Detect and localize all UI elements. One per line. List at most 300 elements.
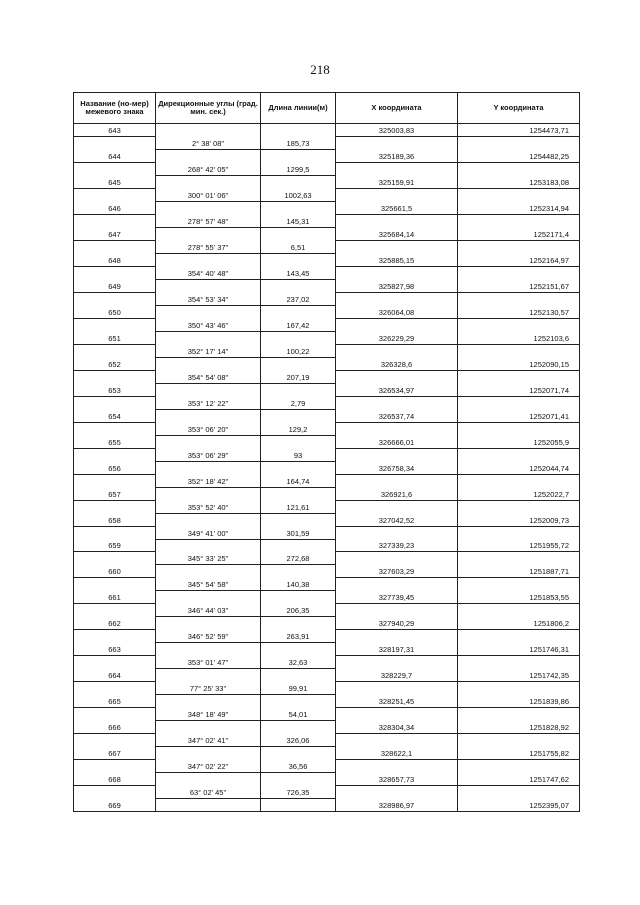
y-coordinate: 1252090,15 <box>458 357 580 370</box>
empty-cell <box>458 552 580 565</box>
direction-angle: 350° 43' 46" <box>156 319 261 332</box>
direction-angle: 345° 33' 25" <box>156 552 261 565</box>
y-coordinate: 1254482,25 <box>458 150 580 163</box>
empty-cell <box>74 215 156 228</box>
empty-cell <box>261 332 336 345</box>
empty-cell <box>458 215 580 228</box>
empty-cell <box>156 747 261 760</box>
empty-cell <box>458 785 580 798</box>
segment-row <box>74 759 580 772</box>
point-row <box>74 513 580 526</box>
segment-row <box>74 474 580 487</box>
point-name: 648 <box>74 254 156 267</box>
empty-cell <box>74 137 156 150</box>
empty-cell <box>458 370 580 383</box>
empty-cell <box>261 591 336 604</box>
empty-cell <box>336 604 458 617</box>
point-row <box>74 124 580 137</box>
empty-cell <box>74 708 156 721</box>
segment-row <box>74 708 580 721</box>
empty-cell <box>458 656 580 669</box>
point-name: 665 <box>74 695 156 708</box>
line-length: 54,01 <box>261 708 336 721</box>
empty-cell <box>74 241 156 254</box>
direction-angle: 348° 18' 49" <box>156 708 261 721</box>
point-name: 660 <box>74 565 156 578</box>
point-row <box>74 721 580 734</box>
point-row <box>74 202 580 215</box>
empty-cell <box>458 708 580 721</box>
x-coordinate: 325003,83 <box>336 124 458 137</box>
line-length: 301,59 <box>261 526 336 539</box>
point-name: 655 <box>74 435 156 448</box>
empty-cell <box>261 202 336 215</box>
empty-cell <box>458 578 580 591</box>
empty-cell <box>261 487 336 500</box>
x-coordinate: 326229,29 <box>336 332 458 345</box>
empty-cell <box>156 202 261 215</box>
y-coordinate: 1253183,08 <box>458 176 580 189</box>
x-coordinate: 326666,01 <box>336 435 458 448</box>
point-row <box>74 176 580 189</box>
empty-cell <box>74 656 156 669</box>
x-coordinate: 325189,36 <box>336 150 458 163</box>
y-coordinate: 1251839,86 <box>458 695 580 708</box>
segment-row <box>74 448 580 461</box>
empty-cell <box>156 591 261 604</box>
point-row <box>74 487 580 500</box>
header-length: Длина линии(м) <box>261 93 336 124</box>
line-length: 32,63 <box>261 656 336 669</box>
direction-angle: 278° 55' 37" <box>156 241 261 254</box>
empty-cell <box>156 357 261 370</box>
empty-cell <box>74 552 156 565</box>
empty-cell <box>336 734 458 747</box>
y-coordinate: 1252103,6 <box>458 332 580 345</box>
empty-cell <box>458 267 580 280</box>
segment-row <box>74 422 580 435</box>
empty-cell <box>156 669 261 682</box>
y-coordinate: 1252071,74 <box>458 383 580 396</box>
x-coordinate: 328251,45 <box>336 695 458 708</box>
point-name: 650 <box>74 306 156 319</box>
page-number: 218 <box>310 62 330 77</box>
empty-cell <box>261 357 336 370</box>
empty-cell <box>156 643 261 656</box>
point-name: 652 <box>74 357 156 370</box>
direction-angle: 352° 18' 42" <box>156 474 261 487</box>
x-coordinate: 326534,97 <box>336 383 458 396</box>
line-length: 100,22 <box>261 344 336 357</box>
direction-angle: 2° 38' 08" <box>156 137 261 150</box>
point-name: 643 <box>74 124 156 137</box>
empty-cell <box>458 189 580 202</box>
direction-angle: 354° 40' 48" <box>156 267 261 280</box>
line-length: 272,68 <box>261 552 336 565</box>
point-row <box>74 383 580 396</box>
segment-row <box>74 734 580 747</box>
y-coordinate: 1252395,07 <box>458 798 580 811</box>
empty-cell <box>261 695 336 708</box>
x-coordinate: 328986,97 <box>336 798 458 811</box>
empty-cell <box>156 513 261 526</box>
point-row <box>74 539 580 552</box>
empty-cell <box>458 137 580 150</box>
x-coordinate: 325827,98 <box>336 280 458 293</box>
y-coordinate: 1252044,74 <box>458 461 580 474</box>
point-name: 647 <box>74 228 156 241</box>
empty-cell <box>336 474 458 487</box>
segment-row <box>74 267 580 280</box>
y-coordinate: 1252071,41 <box>458 409 580 422</box>
empty-cell <box>261 772 336 785</box>
empty-cell <box>156 617 261 630</box>
empty-cell <box>336 370 458 383</box>
empty-cell <box>261 150 336 163</box>
empty-cell <box>336 656 458 669</box>
empty-cell <box>458 474 580 487</box>
empty-cell <box>261 565 336 578</box>
empty-cell <box>74 189 156 202</box>
direction-angle: 352° 17' 14" <box>156 344 261 357</box>
point-name: 645 <box>74 176 156 189</box>
point-row <box>74 332 580 345</box>
point-name: 644 <box>74 150 156 163</box>
empty-cell <box>156 228 261 241</box>
empty-cell <box>336 785 458 798</box>
empty-cell <box>74 293 156 306</box>
y-coordinate: 1251828,92 <box>458 721 580 734</box>
empty-cell <box>261 669 336 682</box>
segment-row <box>74 604 580 617</box>
direction-angle: 353° 52' 40" <box>156 500 261 513</box>
empty-cell <box>336 759 458 772</box>
empty-cell <box>336 526 458 539</box>
line-length: 2,79 <box>261 396 336 409</box>
x-coordinate: 327603,29 <box>336 565 458 578</box>
empty-cell <box>336 500 458 513</box>
empty-cell <box>156 539 261 552</box>
direction-angle: 77° 25' 33" <box>156 682 261 695</box>
empty-cell <box>156 721 261 734</box>
segment-row <box>74 578 580 591</box>
x-coordinate: 326537,74 <box>336 409 458 422</box>
x-coordinate: 327042,52 <box>336 513 458 526</box>
direction-angle: 63° 02' 45" <box>156 785 261 798</box>
x-coordinate: 327739,45 <box>336 591 458 604</box>
empty-cell <box>261 461 336 474</box>
empty-cell <box>336 293 458 306</box>
point-row <box>74 150 580 163</box>
empty-cell <box>74 630 156 643</box>
empty-cell <box>458 734 580 747</box>
direction-angle: 347° 02' 22" <box>156 759 261 772</box>
point-name: 657 <box>74 487 156 500</box>
empty-cell <box>458 293 580 306</box>
empty-cell <box>336 319 458 332</box>
direction-angle: 353° 12' 22" <box>156 396 261 409</box>
point-row <box>74 669 580 682</box>
y-coordinate: 1251955,72 <box>458 539 580 552</box>
empty-cell <box>156 383 261 396</box>
empty-cell <box>336 448 458 461</box>
direction-angle: 345° 54' 58" <box>156 578 261 591</box>
segment-row <box>74 656 580 669</box>
x-coordinate: 326328,6 <box>336 357 458 370</box>
point-name: 659 <box>74 539 156 552</box>
point-row <box>74 306 580 319</box>
empty-cell <box>156 176 261 189</box>
segment-row <box>74 630 580 643</box>
empty-cell <box>261 798 336 811</box>
line-length: 36,56 <box>261 759 336 772</box>
line-length: 164,74 <box>261 474 336 487</box>
empty-cell <box>336 189 458 202</box>
y-coordinate: 1251747,62 <box>458 772 580 785</box>
line-length: 93 <box>261 448 336 461</box>
empty-cell <box>156 435 261 448</box>
empty-cell <box>458 422 580 435</box>
empty-cell <box>156 332 261 345</box>
point-row <box>74 280 580 293</box>
empty-cell <box>74 370 156 383</box>
empty-cell <box>74 785 156 798</box>
line-length: 237,02 <box>261 293 336 306</box>
boundary-coordinates-table <box>73 92 580 812</box>
segment-row <box>74 396 580 409</box>
empty-cell <box>74 422 156 435</box>
segment-row <box>74 682 580 695</box>
empty-cell <box>74 163 156 176</box>
y-coordinate: 1252009,73 <box>458 513 580 526</box>
line-length: 145,31 <box>261 215 336 228</box>
point-name: 669 <box>74 798 156 811</box>
empty-cell <box>74 396 156 409</box>
empty-cell <box>261 721 336 734</box>
empty-cell <box>458 319 580 332</box>
point-name: 649 <box>74 280 156 293</box>
empty-cell <box>156 798 261 811</box>
empty-cell <box>336 344 458 357</box>
empty-cell <box>156 461 261 474</box>
empty-cell <box>74 448 156 461</box>
x-coordinate: 326758,34 <box>336 461 458 474</box>
empty-cell <box>74 500 156 513</box>
table-body <box>74 124 580 812</box>
x-coordinate: 325885,15 <box>336 254 458 267</box>
direction-angle: 346° 44' 03" <box>156 604 261 617</box>
header-y: Y координата <box>458 93 580 124</box>
empty-cell <box>336 708 458 721</box>
empty-cell <box>156 150 261 163</box>
x-coordinate: 328304,34 <box>336 721 458 734</box>
segment-row <box>74 370 580 383</box>
header-angle: Дирекционные углы (град. мин. сек.) <box>156 93 261 124</box>
empty-cell <box>458 500 580 513</box>
point-row <box>74 409 580 422</box>
line-length: 726,35 <box>261 785 336 798</box>
point-name: 666 <box>74 721 156 734</box>
point-name: 653 <box>74 383 156 396</box>
y-coordinate: 1252130,57 <box>458 306 580 319</box>
empty-cell <box>336 241 458 254</box>
y-coordinate: 1251742,35 <box>458 669 580 682</box>
y-coordinate: 1252022,7 <box>458 487 580 500</box>
empty-cell <box>156 124 261 137</box>
segment-row <box>74 163 580 176</box>
point-row <box>74 798 580 811</box>
x-coordinate: 326064,08 <box>336 306 458 319</box>
empty-cell <box>156 254 261 267</box>
empty-cell <box>261 124 336 137</box>
empty-cell <box>458 241 580 254</box>
empty-cell <box>74 578 156 591</box>
x-coordinate: 327339,23 <box>336 539 458 552</box>
empty-cell <box>336 267 458 280</box>
point-name: 664 <box>74 669 156 682</box>
header-x: X координата <box>336 93 458 124</box>
empty-cell <box>336 552 458 565</box>
empty-cell <box>74 526 156 539</box>
y-coordinate: 1251746,31 <box>458 643 580 656</box>
segment-row <box>74 500 580 513</box>
empty-cell <box>261 176 336 189</box>
direction-angle: 347° 02' 41" <box>156 734 261 747</box>
empty-cell <box>74 682 156 695</box>
y-coordinate: 1254473,71 <box>458 124 580 137</box>
empty-cell <box>74 344 156 357</box>
empty-cell <box>74 319 156 332</box>
empty-cell <box>261 228 336 241</box>
empty-cell <box>336 137 458 150</box>
line-length: 129,2 <box>261 422 336 435</box>
empty-cell <box>336 396 458 409</box>
empty-cell <box>261 306 336 319</box>
x-coordinate: 328197,31 <box>336 643 458 656</box>
y-coordinate: 1252055,9 <box>458 435 580 448</box>
line-length: 206,35 <box>261 604 336 617</box>
point-name: 656 <box>74 461 156 474</box>
empty-cell <box>261 254 336 267</box>
empty-cell <box>261 643 336 656</box>
segment-row <box>74 215 580 228</box>
segment-row <box>74 785 580 798</box>
line-length: 1299,5 <box>261 163 336 176</box>
point-row <box>74 772 580 785</box>
empty-cell <box>74 734 156 747</box>
line-length: 140,38 <box>261 578 336 591</box>
line-length: 326,06 <box>261 734 336 747</box>
line-length: 121,61 <box>261 500 336 513</box>
x-coordinate: 328622,1 <box>336 747 458 760</box>
empty-cell <box>261 409 336 422</box>
empty-cell <box>74 474 156 487</box>
line-length: 167,42 <box>261 319 336 332</box>
table-header-row <box>74 93 580 124</box>
empty-cell <box>156 409 261 422</box>
point-name: 658 <box>74 513 156 526</box>
segment-row <box>74 552 580 565</box>
point-row <box>74 747 580 760</box>
line-length: 99,91 <box>261 682 336 695</box>
direction-angle: 300° 01' 06" <box>156 189 261 202</box>
empty-cell <box>336 215 458 228</box>
empty-cell <box>458 163 580 176</box>
line-length: 6,51 <box>261 241 336 254</box>
line-length: 143,45 <box>261 267 336 280</box>
line-length: 207,19 <box>261 370 336 383</box>
direction-angle: 346° 52' 59" <box>156 630 261 643</box>
point-row <box>74 695 580 708</box>
point-row <box>74 617 580 630</box>
point-name: 654 <box>74 409 156 422</box>
empty-cell <box>336 163 458 176</box>
empty-cell <box>336 578 458 591</box>
empty-cell <box>261 539 336 552</box>
empty-cell <box>458 630 580 643</box>
point-row <box>74 435 580 448</box>
y-coordinate: 1252171,4 <box>458 228 580 241</box>
segment-row <box>74 137 580 150</box>
point-name: 651 <box>74 332 156 345</box>
y-coordinate: 1251755,82 <box>458 747 580 760</box>
point-row <box>74 591 580 604</box>
direction-angle: 278° 57' 48" <box>156 215 261 228</box>
x-coordinate: 326921,6 <box>336 487 458 500</box>
x-coordinate: 328229,7 <box>336 669 458 682</box>
segment-row <box>74 344 580 357</box>
empty-cell <box>156 695 261 708</box>
empty-cell <box>156 280 261 293</box>
empty-cell <box>336 422 458 435</box>
x-coordinate: 325684,14 <box>336 228 458 241</box>
empty-cell <box>336 682 458 695</box>
direction-angle: 349° 41' 00" <box>156 526 261 539</box>
point-name: 663 <box>74 643 156 656</box>
point-name: 667 <box>74 747 156 760</box>
direction-angle: 353° 06' 29" <box>156 448 261 461</box>
x-coordinate: 325159,91 <box>336 176 458 189</box>
empty-cell <box>261 280 336 293</box>
x-coordinate: 327940,29 <box>336 617 458 630</box>
empty-cell <box>458 526 580 539</box>
y-coordinate: 1252151,67 <box>458 280 580 293</box>
direction-angle: 354° 54' 08" <box>156 370 261 383</box>
direction-angle: 353° 01' 47" <box>156 656 261 669</box>
segment-row <box>74 189 580 202</box>
line-length: 263,91 <box>261 630 336 643</box>
empty-cell <box>74 604 156 617</box>
line-length: 185,73 <box>261 137 336 150</box>
direction-angle: 354° 53' 34" <box>156 293 261 306</box>
x-coordinate: 325661,5 <box>336 202 458 215</box>
empty-cell <box>261 513 336 526</box>
segment-row <box>74 526 580 539</box>
point-name: 661 <box>74 591 156 604</box>
point-row <box>74 357 580 370</box>
segment-row <box>74 319 580 332</box>
empty-cell <box>458 448 580 461</box>
y-coordinate: 1251887,71 <box>458 565 580 578</box>
empty-cell <box>156 772 261 785</box>
y-coordinate: 1252164,97 <box>458 254 580 267</box>
empty-cell <box>336 630 458 643</box>
empty-cell <box>156 565 261 578</box>
direction-angle: 268° 42' 05" <box>156 163 261 176</box>
y-coordinate: 1252314,94 <box>458 202 580 215</box>
empty-cell <box>261 617 336 630</box>
empty-cell <box>458 759 580 772</box>
